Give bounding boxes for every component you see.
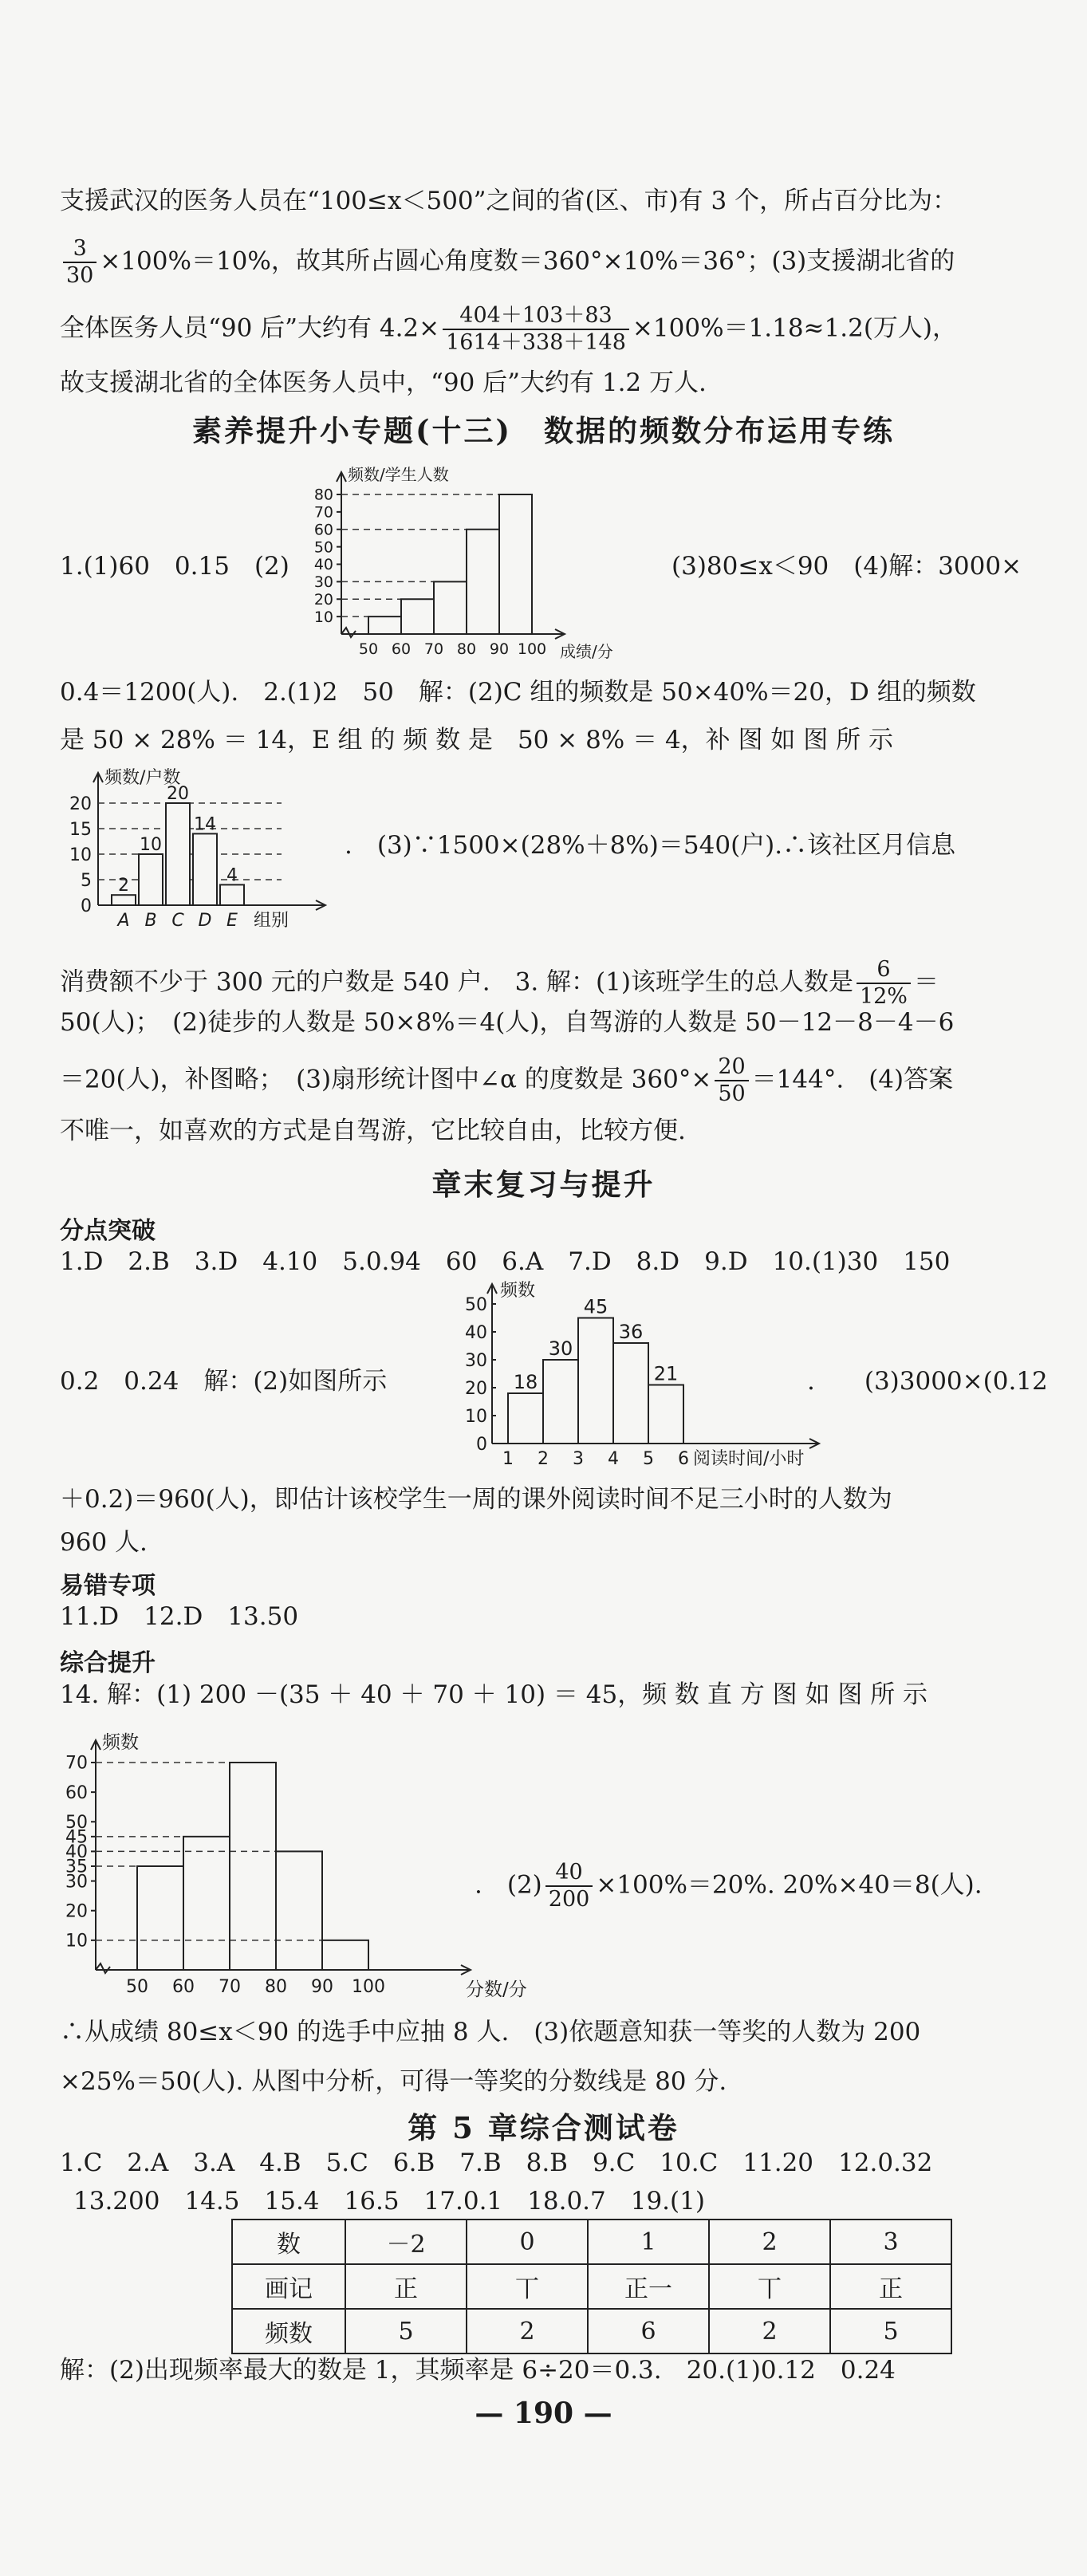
histogram-bar: [578, 1318, 613, 1444]
x-tick-label: 70: [423, 640, 444, 658]
table-cell: 丅: [709, 2264, 830, 2309]
fraction: $\frac{404+103+83}{1614+338+148}$: [443, 303, 629, 356]
table-cell: 正一: [588, 2264, 709, 2309]
data-label: 14: [194, 814, 216, 835]
text-line: 50(人)； (2)徒步的人数是 50×8%＝4(人)，自驾游的人数是 50－12－8－4－6: [60, 1008, 955, 1037]
x-tick-label: D: [198, 911, 212, 931]
text-line: ＋0.2)＝960(人)，即估计该校学生一周的课外阅读时间不足三小时的人数为: [60, 1485, 892, 1514]
y-tick-label: 30: [313, 573, 333, 592]
text-line: 支援武汉的医务人员在“100≤x＜500”之间的省(区、市)有 3 个，所占百分比为：: [60, 187, 958, 215]
y-tick-label: 20: [465, 1379, 487, 1399]
text-line: 960 人.: [60, 1528, 148, 1557]
y-tick-label: 10: [465, 1407, 487, 1427]
text-line: 消费额不少于 300 元的户数是 540 户. 3. 解：(1)该班学生的总人数是 $\frac{6}{12\%}$ ＝: [60, 957, 939, 1009]
x-axis-label: 组别: [254, 911, 289, 931]
text-line: 故支援湖北省的全体医务人员中，“90 后”大约有 1.2 万人.: [60, 368, 707, 397]
y-axis-label: 频数: [102, 1732, 139, 1753]
x-tick-label: 2: [538, 1449, 549, 1469]
data-label: 20: [167, 784, 189, 804]
y-tick-label: 60: [313, 521, 333, 539]
y-tick-label: 20: [65, 1901, 88, 1922]
x-tick-label: 100: [517, 640, 547, 658]
text-line: 0.2 0.24 解：(2)如图所示: [60, 1367, 388, 1396]
section-heading: 章末复习与提升: [431, 1167, 656, 1202]
x-tick-label: 3: [573, 1449, 584, 1469]
table-cell: 2: [709, 2309, 830, 2353]
bar-chart-2: [60, 762, 363, 937]
x-tick-label: C: [171, 911, 184, 931]
histogram-chart-4: [60, 1715, 527, 2002]
x-tick-label: A: [117, 911, 130, 931]
text-line: ×25%＝50(人). 从图中分析，可得一等奖的分数线是 80 分.: [60, 2067, 727, 2096]
y-tick-label: 50: [313, 538, 333, 557]
table-cell: 正: [830, 2264, 951, 2309]
histogram-bar: [508, 1393, 543, 1444]
data-label: 36: [618, 1321, 644, 1343]
y-tick-label: 60: [65, 1782, 88, 1803]
y-tick-label: 20: [69, 794, 92, 814]
table-cell: 0: [467, 2220, 588, 2264]
y-tick-label: 10: [313, 608, 333, 626]
x-axis-label: 成绩/分: [560, 642, 613, 661]
x-axis-label: 分数/分: [466, 1979, 527, 2000]
table-cell: 频数: [232, 2309, 345, 2353]
table-cell: 5: [830, 2309, 951, 2353]
histogram-bar: [613, 1343, 648, 1444]
fraction: $\frac{20}{50}$: [715, 1054, 748, 1107]
x-axis-label: 阅读时间/小时: [693, 1449, 805, 1469]
text-line: $\frac{3}{30}$ ×100%＝10%，故其所占圆心角度数＝360°×10%＝36°；(3)支援湖北省的: [60, 236, 955, 289]
y-tick-label: 30: [65, 1872, 88, 1893]
data-label: 2: [118, 876, 129, 896]
bar: [112, 895, 136, 905]
y-axis-label: 频数/学生人数: [348, 465, 449, 484]
section-heading: 素养提升小专题(十三) 数据的频数分布运用专练: [191, 413, 895, 448]
x-tick-label: 1: [502, 1449, 514, 1469]
histogram-bar: [401, 599, 434, 634]
x-tick-label: 6: [678, 1449, 689, 1469]
bar: [193, 833, 217, 905]
table-row: [232, 2264, 951, 2309]
text-line: 14. 解：(1) 200 －(35 ＋ 40 ＋ 70 ＋ 10) ＝ 45，频 数 直 方 图 如 图 所 示: [60, 1680, 928, 1709]
text-line: ∴从成绩 80≤x＜90 的选手中应抽 8 人. (3)依题意知获一等奖的人数为 200: [60, 2018, 921, 2046]
fraction: $\frac{3}{30}$: [63, 236, 96, 289]
tally-table: [231, 2219, 952, 2354]
table-cell: 2: [709, 2220, 830, 2264]
y-tick-label: 15: [69, 820, 92, 840]
y-tick-label: 30: [465, 1351, 487, 1371]
x-tick-label: 70: [219, 1977, 241, 1997]
table-cell: 画记: [232, 2264, 345, 2309]
text-line: . (3)∵1500×(28%＋8%)＝540(户).∴该社区月信息: [345, 831, 956, 860]
y-axis-label: 频数/户数: [104, 768, 181, 788]
y-tick-label: 40: [65, 1842, 88, 1863]
text-line: 解：(2)出现频率最大的数是 1，其频率是 6÷20＝0.3. 20.(1)0.12 0.24: [60, 2356, 896, 2385]
text-line: (3)80≤x＜90 (4)解：3000×: [671, 552, 1022, 581]
fraction: $\frac{40}{200}$: [545, 1860, 593, 1912]
text-line: 是 50 × 28% ＝ 14，E 组 的 频 数 是 50 × 8% ＝ 4，补 图 如 图 所 示: [60, 726, 893, 754]
subheading: 易错专项: [60, 1572, 156, 1600]
y-tick-label: 10: [69, 845, 92, 865]
data-label: 45: [583, 1295, 608, 1318]
histogram-chart-3: [459, 1280, 833, 1479]
text-line: 11.D 12.D 13.50: [60, 1602, 299, 1631]
histogram-bar: [467, 530, 499, 634]
text-line: ＝20(人)，补图略； (3)扇形统计图中∠α 的度数是 360°× $\frac{20}{50}$ ＝144°. (4)答案: [60, 1054, 954, 1106]
y-tick-label: 40: [465, 1323, 487, 1343]
table-cell: 正: [345, 2264, 467, 2309]
text-line: 1.C 2.A 3.A 4.B 5.C 6.B 7.B 8.B 9.C 10.C 11.20 12.0.32: [60, 2149, 933, 2177]
axis-break: [96, 1964, 110, 1973]
y-tick-label: 0: [476, 1435, 487, 1455]
subheading: 分点突破: [60, 1217, 156, 1245]
y-tick-label: 40: [313, 556, 333, 574]
text-line: 全体医务人员“90 后”大约有 4.2× $\frac{404+103+83}{1614+338+148}$ ×100%＝1.18≈1.2(万人)，: [60, 303, 958, 355]
histogram-bar: [183, 1837, 230, 1970]
x-tick-label: 80: [265, 1977, 287, 1997]
histogram-bar: [499, 494, 532, 634]
y-tick-label: 10: [65, 1931, 88, 1952]
x-tick-label: 50: [126, 1977, 148, 1997]
histogram-bar: [543, 1360, 578, 1444]
x-tick-label: B: [144, 911, 157, 931]
text-line: 1.(1)60 0.15 (2): [60, 552, 289, 581]
y-tick-label: 45: [65, 1827, 88, 1848]
y-tick-label: 0: [81, 896, 92, 916]
table-cell: 5: [345, 2309, 467, 2353]
text-line: 13.200 14.5 15.4 16.5 17.0.1 18.0.7 19.(1): [73, 2187, 705, 2216]
table-cell: 6: [588, 2309, 709, 2353]
y-tick-label: 50: [465, 1295, 487, 1315]
y-tick-label: 35: [65, 1857, 88, 1877]
y-tick-label: 50: [65, 1812, 88, 1833]
y-tick-label: 5: [81, 871, 92, 891]
y-tick-label: 70: [65, 1753, 88, 1774]
text-line: 0.4＝1200(人). 2.(1)2 50 解：(2)C 组的频数是 50×40%＝20，D 组的频数: [60, 678, 976, 707]
x-tick-label: 60: [391, 640, 412, 658]
bar: [220, 884, 244, 905]
histogram-chart-1: [303, 455, 622, 670]
histogram-bar: [137, 1866, 183, 1970]
text-line: . (3)3000×(0.12: [807, 1367, 1048, 1396]
y-tick-label: 20: [313, 590, 333, 609]
page-number: — 190 —: [475, 2397, 612, 2430]
x-tick-label: 90: [311, 1977, 333, 1997]
data-label: 21: [653, 1362, 679, 1385]
x-tick-label: 50: [358, 640, 379, 658]
x-tick-label: 80: [456, 640, 477, 658]
table-cell: 丅: [467, 2264, 588, 2309]
table-cell: 2: [467, 2309, 588, 2353]
data-label: 30: [548, 1337, 573, 1360]
y-tick-label: 80: [313, 486, 333, 504]
x-tick-label: 60: [172, 1977, 195, 1997]
table-cell: 3: [830, 2220, 951, 2264]
histogram-bar: [322, 1940, 368, 1970]
text-line: 1.D 2.B 3.D 4.10 5.0.94 60 6.A 7.D 8.D 9.D 10.(1)30 150: [60, 1247, 951, 1276]
subheading: 综合提升: [60, 1649, 156, 1677]
y-tick-label: 70: [313, 503, 333, 522]
x-tick-label: 4: [608, 1449, 619, 1469]
x-tick-label: 90: [489, 640, 510, 658]
data-label: 18: [513, 1371, 538, 1393]
table-cell: 1: [588, 2220, 709, 2264]
data-label: 4: [226, 865, 238, 886]
histogram-bar: [230, 1763, 276, 1970]
x-tick-label: 100: [352, 1977, 385, 1997]
table-row: [232, 2309, 951, 2353]
axis-break: [341, 628, 356, 637]
table-cell: －2: [345, 2220, 467, 2264]
histogram-bar: [434, 581, 467, 634]
y-axis-label: 频数: [500, 1281, 536, 1301]
x-tick-label: E: [226, 911, 238, 931]
histogram-bar: [368, 616, 401, 634]
table-row: [232, 2220, 951, 2264]
section-heading: 第 5 章综合测试卷: [408, 2110, 679, 2145]
table-cell: 数: [232, 2220, 345, 2264]
histogram-bar: [648, 1385, 683, 1444]
fraction: $\frac{6}{12\%}$: [857, 957, 911, 1010]
x-tick-label: 5: [643, 1449, 654, 1469]
text-line: 不唯一，如喜欢的方式是自驾游，它比较自由，比较方便.: [60, 1117, 686, 1145]
data-label: 10: [140, 835, 162, 855]
text-line: . (2) $\frac{40}{200}$ ×100%＝20%. 20%×40＝8(人).: [475, 1860, 983, 1912]
histogram-bar: [276, 1851, 322, 1970]
bar: [166, 803, 190, 905]
bar: [139, 854, 163, 905]
